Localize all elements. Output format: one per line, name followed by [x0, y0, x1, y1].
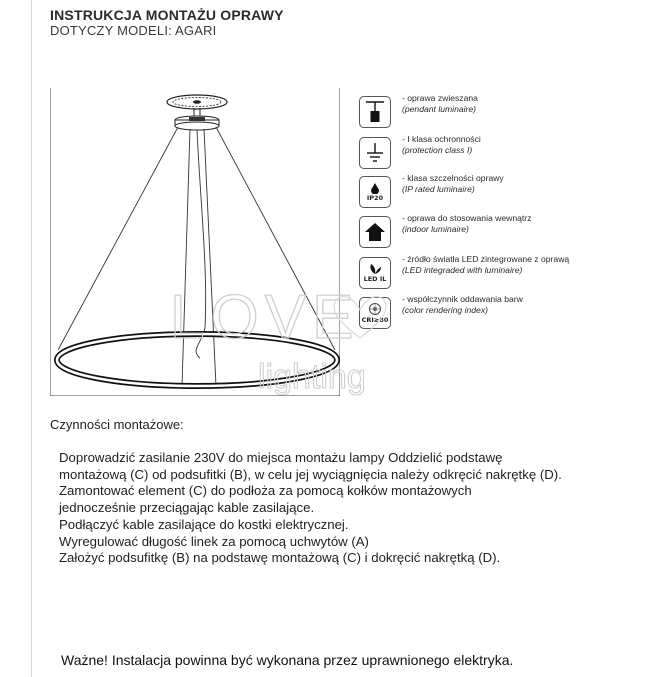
- instruction-line: montażową (C) od podsufitki (B), w celu jej wyciągnięcia należy odkręcić nakrętkę (D).: [59, 466, 562, 482]
- legend-item-indoor: [359, 213, 572, 248]
- legend-item-pendant: [359, 93, 572, 128]
- color-wheel-icon: [368, 302, 382, 316]
- instruction-line: Doprowadzić zasilanie 230V do miejsca montażu lampy Oddzielić podstawę: [59, 450, 503, 465]
- cri-icon: CRI≥80: [359, 297, 391, 329]
- led-icon: LED IL: [359, 257, 391, 289]
- indoor-house-icon: [359, 216, 391, 248]
- page-margin-line: [31, 0, 32, 677]
- luminaire-drawing-svg: [50, 88, 340, 396]
- instructions-heading: Czynności montażowe:: [50, 417, 184, 432]
- watermark-lighting: lighting: [258, 358, 366, 396]
- suspension-wires: [58, 127, 335, 386]
- luminaire-drawing: [50, 88, 340, 396]
- legend-item-protection-class: [359, 134, 572, 169]
- ip20-icon: IP20: [359, 176, 391, 208]
- document-subtitle: DOTYCZY MODELI: AGARI: [50, 23, 217, 38]
- leaf-icon: [368, 263, 382, 275]
- legend-text-led: - źródło światła LED zintegrowane z oprawą (LED integraded with luminaire): [402, 254, 570, 275]
- instruction-line: Założyć podsufitkę (B) na podstawę montażową (C) i dokręcić nakrętką (D).: [59, 550, 501, 566]
- ceiling-canopy: [167, 95, 227, 130]
- instruction-line: Zamontować element (C) do podłoża za pomocą kołków montażowych: [59, 483, 472, 499]
- legend-text-pendant: - oprawa zwieszana (pendant luminaire): [402, 93, 478, 114]
- legend-text-protection-class: - I klasa ochronności (protection class I): [402, 134, 481, 155]
- legend-text-ip20: - klasa szczelności oprawy (IP rated luminaire): [402, 173, 504, 194]
- legend-text-indoor: - oprawa do stosowania wewnątrz (indoor luminaire): [402, 213, 532, 234]
- luminaire-ring: [57, 334, 337, 386]
- important-note: Ważne! Instalacja powinna być wykonana przez uprawnionego elektryka.: [61, 652, 514, 668]
- water-drop-icon: [370, 182, 380, 194]
- instruction-line: Wyregulować długość linek za pomocą uchwytów (A): [59, 533, 369, 549]
- pendant-icon: [359, 96, 391, 128]
- legend-text-cri: - współczynnik oddawania barw (color rendering index): [402, 294, 523, 315]
- instruction-line: Podłączyć kable zasilające do kostki elektrycznej.: [59, 516, 349, 532]
- drawing-frame-bottom-right: [50, 88, 340, 396]
- instruction-line: jednocześnie przeciągając kable zasilające.: [59, 500, 315, 516]
- watermark-love: LOVE: [170, 283, 360, 352]
- document-title: INSTRUKCJA MONTAŻU OPRAWY: [50, 7, 284, 23]
- ground-icon: [359, 137, 391, 169]
- legend-item-led: [359, 254, 572, 289]
- instructions-steps: [59, 450, 562, 567]
- legend-item-cri: [359, 294, 572, 329]
- legend-item-ip20: [359, 173, 572, 208]
